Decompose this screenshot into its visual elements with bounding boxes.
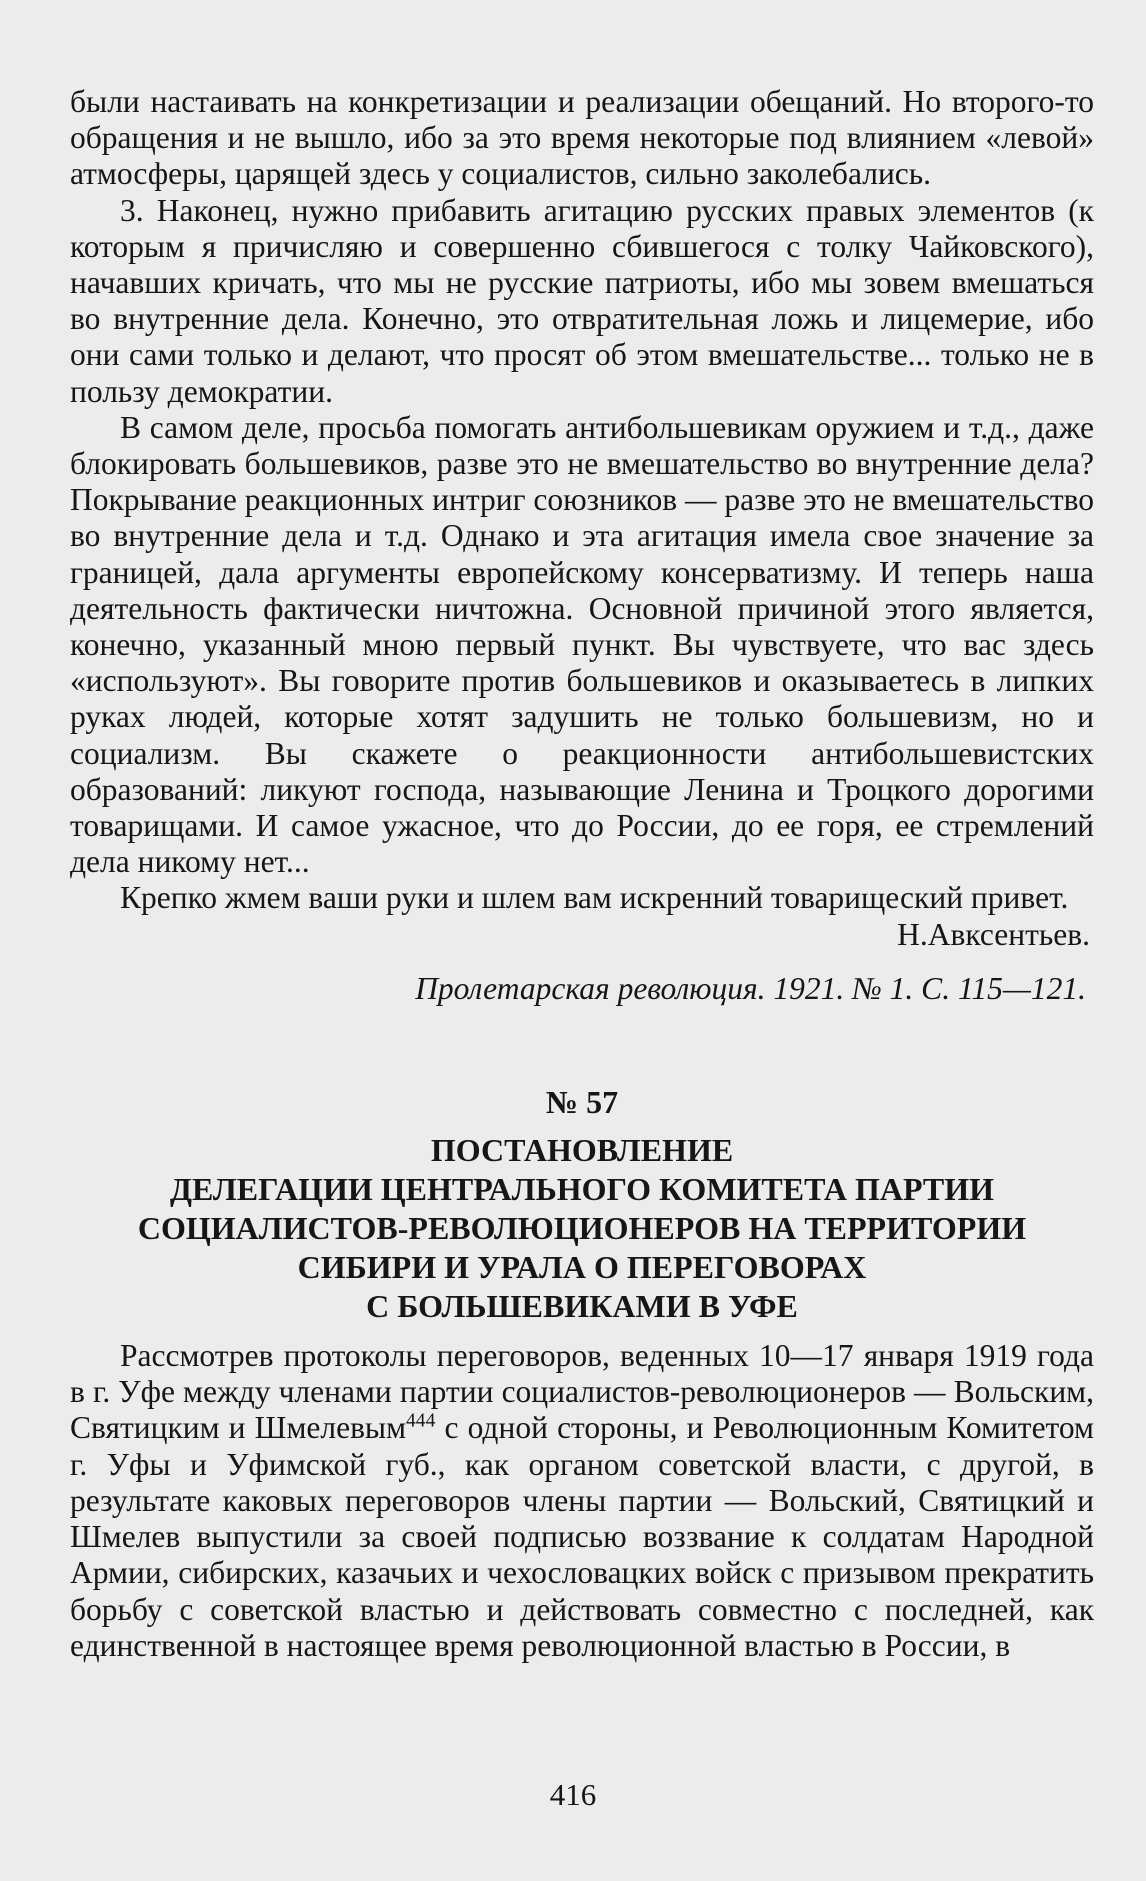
source-citation: Пролетарская революция. 1921. № 1. С. 115—121. — [415, 970, 1086, 1006]
signature: Н.Авксентьев. — [897, 916, 1090, 952]
document-number: № 57 — [545, 1084, 619, 1121]
footnote-reference[interactable]: 444 — [406, 1410, 436, 1432]
document-title: ПОСТАНОВЛЕНИЕ ДЕЛЕГАЦИИ ЦЕНТРАЛЬНОГО КОМИТЕТА ПАРТИИ СОЦИАЛИСТОВ-РЕВОЛЮЦИОНЕРОВ НА ТЕРРИТОРИИ СИБИРИ И УРАЛА О ПЕРЕГОВОРАХ С БОЛЬШЕВИКАМИ В УФЕ — [137, 1132, 1027, 1325]
resolution-text-part2: с одной стороны, и Революционным Комитетом г. Уфы и Уфимской губ., как органом советской власти, с другой, в результате каковых переговоров члены партии — Вольский, Святицкий и Шмелев выпустили за своей подписью воззвание к солдатам Народной Армии, сибирских, казачьих и чехословацких войск с призывом прекратить борьбу с советской властью и действовать совместно с последней, как единственной в настоящее время революционной властью в России, в — [70, 1410, 1094, 1663]
interference-paragraph: В самом деле, просьба помогать антибольшевикам оружием и т.д., даже блокировать большевиков, разве это не вмешательство во внутренние дела? Покрывание реакционных интриг союзников — разве это не вмешательство во внутренние дела и т.д. Однако и эта агитация имела свое значение за границей, дала аргументы европейскому консерватизму. И теперь наша деятельность фактически ничтожна. Основной причиной этого является, конечно, указанный мною первый пункт. Вы чувствуете, что вас здесь «используют». Вы говорите против большевиков и оказываетесь в липких руках людей, которые хотят задушить не только большевизм, но и социализм. Вы скажете о реакционности антибольшевистских образований: ликуют господа, называющие Ленина и Троцкого дорогими товарищами. И самое ужасное, что до России, до ее горя, ее стремлений дела никому нет... — [70, 409, 1094, 880]
closing-paragraph: Крепко жмем ваши руки и шлем вам искренний товарищеский привет. — [120, 880, 1069, 916]
point-3-paragraph: 3. Наконец, нужно прибавить агитацию русских правых элементов (к которым я причисляю и совершенно сбившегося с толку Чайковского), начавших кричать, что мы не русские патриоты, ибо мы зовем вмешаться во внутренние дела. Конечно, это отвратительная ложь и лицемерие, ибо они сами только и делают, что просят об этом вмешательстве... только не в пользу демократии. — [70, 192, 1094, 409]
continuation-paragraph: были настаивать на конкретизации и реализации обещаний. Но второго-то обращения и не вышло, ибо за это время некоторые под влиянием «левой» атмосферы, царящей здесь у социалистов, сильно заколебались. — [70, 84, 1094, 192]
resolution-text-part1: Рассмотрев протоколы переговоров, веденных 10—17 января 1919 года в г. Уфе между членами партии социалистов-революционеров — Вольским, Святицким и Шмелевым — [70, 1338, 1094, 1446]
page-text — [70, 84, 1094, 1664]
resolution-paragraph — [70, 1338, 1094, 1664]
page-number: 416 — [549, 1777, 597, 1812]
